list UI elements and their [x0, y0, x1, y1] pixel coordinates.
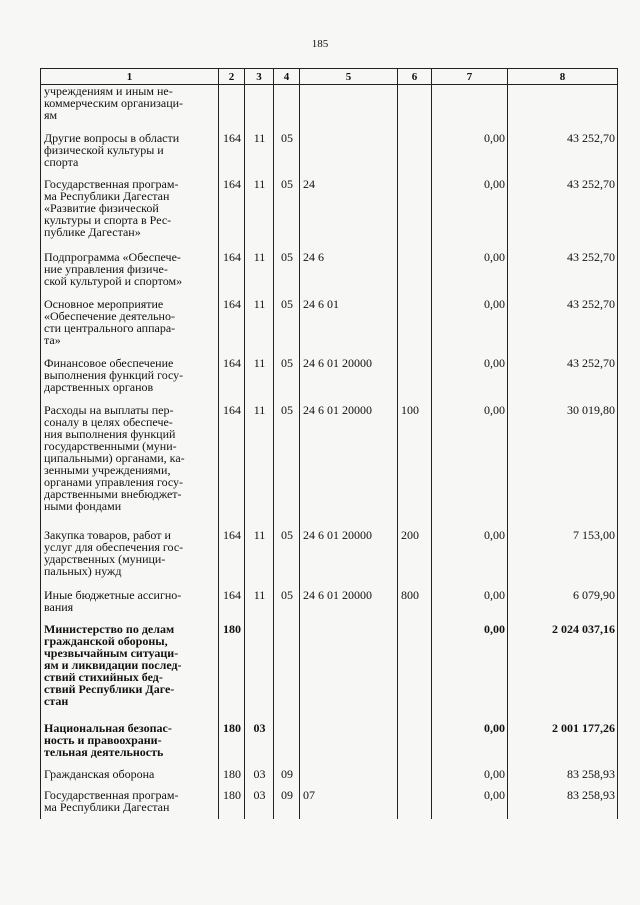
- row-target-code: 24 6 01 20000: [300, 529, 398, 589]
- row-amount-2: 7 153,00: [508, 529, 618, 589]
- row-name: Финансовое обеспечение выполнения функций госу- дарственных органов: [41, 357, 219, 404]
- row-section-code: 11: [245, 529, 274, 589]
- header-col-4: 4: [274, 69, 300, 85]
- row-section-code: [245, 623, 274, 722]
- table-row: [41, 623, 618, 722]
- table-row: [41, 251, 618, 298]
- row-expense-type: [398, 132, 432, 178]
- row-name: учреждениям и иным не- коммерческим организаци- ям: [41, 85, 219, 133]
- row-amount-2: 43 252,70: [508, 132, 618, 178]
- table-row: [41, 768, 618, 789]
- row-subsection-code: 05: [274, 589, 300, 623]
- row-amount-1: 0,00: [432, 298, 508, 357]
- row-section-code: 11: [245, 251, 274, 298]
- header-col-1: 1: [41, 69, 219, 85]
- row-ministry-code: 180: [219, 768, 245, 789]
- table-row: [41, 722, 618, 768]
- row-expense-type: [398, 789, 432, 819]
- row-expense-type: [398, 357, 432, 404]
- row-name: Национальная безопас- ность и правоохрани- тельная деятельность: [41, 722, 219, 768]
- row-section-code: 11: [245, 357, 274, 404]
- row-subsection-code: 09: [274, 768, 300, 789]
- row-ministry-code: 164: [219, 589, 245, 623]
- row-ministry-code: 180: [219, 722, 245, 768]
- row-subsection-code: 05: [274, 357, 300, 404]
- row-name: Закупка товаров, работ и услуг для обеспечения гос- ударственных (муници- пальных) нужд: [41, 529, 219, 589]
- row-expense-type: 100: [398, 404, 432, 529]
- row-amount-1: 0,00: [432, 251, 508, 298]
- row-ministry-code: 164: [219, 298, 245, 357]
- row-amount-1: 0,00: [432, 404, 508, 529]
- row-expense-type: [398, 251, 432, 298]
- row-target-code: [300, 722, 398, 768]
- row-amount-2: 43 252,70: [508, 178, 618, 251]
- row-section-code: 03: [245, 722, 274, 768]
- table-body: [41, 85, 618, 820]
- row-amount-1: 0,00: [432, 529, 508, 589]
- row-amount-2: 6 079,90: [508, 589, 618, 623]
- header-col-2: 2: [219, 69, 245, 85]
- row-amount-1: [432, 85, 508, 133]
- row-amount-1: 0,00: [432, 623, 508, 722]
- row-target-code: [300, 132, 398, 178]
- row-target-code: 07: [300, 789, 398, 819]
- row-target-code: 24 6: [300, 251, 398, 298]
- row-expense-type: [398, 623, 432, 722]
- table-row: [41, 404, 618, 529]
- row-name: Государственная програм- ма Республики Дагестан: [41, 789, 219, 819]
- row-name: Подпрограмма «Обеспече- ние управления физиче- ской культурой и спортом»: [41, 251, 219, 298]
- row-amount-2: 43 252,70: [508, 357, 618, 404]
- table-row: [41, 589, 618, 623]
- row-section-code: [245, 85, 274, 133]
- row-expense-type: [398, 178, 432, 251]
- row-amount-2: 2 001 177,26: [508, 722, 618, 768]
- row-name: Основное мероприятие «Обеспечение деятельно- сти центрального аппара- та»: [41, 298, 219, 357]
- row-ministry-code: 164: [219, 404, 245, 529]
- row-target-code: 24: [300, 178, 398, 251]
- row-ministry-code: 180: [219, 789, 245, 819]
- row-target-code: 24 6 01 20000: [300, 357, 398, 404]
- row-amount-1: 0,00: [432, 357, 508, 404]
- row-amount-2: 83 258,93: [508, 768, 618, 789]
- table-header-row: [41, 69, 618, 85]
- row-amount-1: 0,00: [432, 789, 508, 819]
- row-subsection-code: 05: [274, 404, 300, 529]
- table-row: [41, 132, 618, 178]
- row-subsection-code: [274, 85, 300, 133]
- row-target-code: [300, 85, 398, 133]
- row-amount-1: 0,00: [432, 132, 508, 178]
- row-amount-2: 83 258,93: [508, 789, 618, 819]
- row-expense-type: 200: [398, 529, 432, 589]
- table-row: [41, 85, 618, 133]
- table-row: [41, 789, 618, 819]
- header-col-8: 8: [508, 69, 618, 85]
- row-amount-2: 43 252,70: [508, 251, 618, 298]
- row-amount-2: 2 024 037,16: [508, 623, 618, 722]
- row-section-code: 03: [245, 768, 274, 789]
- header-col-6: 6: [398, 69, 432, 85]
- row-expense-type: [398, 298, 432, 357]
- row-target-code: 24 6 01 20000: [300, 589, 398, 623]
- row-amount-2: [508, 85, 618, 133]
- row-section-code: 11: [245, 178, 274, 251]
- row-expense-type: [398, 722, 432, 768]
- row-subsection-code: 09: [274, 789, 300, 819]
- header-col-3: 3: [245, 69, 274, 85]
- row-target-code: 24 6 01 20000: [300, 404, 398, 529]
- row-subsection-code: 05: [274, 529, 300, 589]
- row-amount-2: 30 019,80: [508, 404, 618, 529]
- row-subsection-code: 05: [274, 178, 300, 251]
- row-section-code: 11: [245, 404, 274, 529]
- row-subsection-code: [274, 722, 300, 768]
- row-target-code: [300, 768, 398, 789]
- row-name: Расходы на выплаты пер- соналу в целях обеспече- ния выполнения функций государственными (муни- ципальными) органами, ка- зенными учреждениями, органами управления госу- дарственными внебюджет- ными фондами: [41, 404, 219, 529]
- header-col-5: 5: [300, 69, 398, 85]
- row-amount-1: 0,00: [432, 722, 508, 768]
- header-col-7: 7: [432, 69, 508, 85]
- row-name: Министерство по делам гражданской обороны, чрезвычайным ситуаци- ям и ликвидации послед- ствий стихийных бед- ствий Республики Даге- стан: [41, 623, 219, 722]
- row-subsection-code: 05: [274, 132, 300, 178]
- row-amount-1: 0,00: [432, 768, 508, 789]
- row-section-code: 03: [245, 789, 274, 819]
- row-name: Иные бюджетные ассигно- вания: [41, 589, 219, 623]
- table-row: [41, 178, 618, 251]
- row-subsection-code: 05: [274, 251, 300, 298]
- row-section-code: 11: [245, 298, 274, 357]
- row-expense-type: [398, 768, 432, 789]
- row-name: Государственная програм- ма Республики Дагестан «Развитие физической культуры и спорта в Рес- публике Дагестан»: [41, 178, 219, 251]
- row-expense-type: [398, 85, 432, 133]
- row-amount-1: 0,00: [432, 178, 508, 251]
- row-expense-type: 800: [398, 589, 432, 623]
- budget-table: [40, 68, 618, 819]
- row-target-code: [300, 623, 398, 722]
- row-section-code: 11: [245, 132, 274, 178]
- page-number: 185: [311, 38, 329, 50]
- row-section-code: 11: [245, 589, 274, 623]
- row-ministry-code: [219, 85, 245, 133]
- table-row: [41, 298, 618, 357]
- table-row: [41, 529, 618, 589]
- row-subsection-code: [274, 623, 300, 722]
- row-target-code: 24 6 01: [300, 298, 398, 357]
- row-ministry-code: 164: [219, 132, 245, 178]
- table-row: [41, 357, 618, 404]
- row-ministry-code: 180: [219, 623, 245, 722]
- row-ministry-code: 164: [219, 251, 245, 298]
- row-amount-1: 0,00: [432, 589, 508, 623]
- row-amount-2: 43 252,70: [508, 298, 618, 357]
- row-ministry-code: 164: [219, 357, 245, 404]
- row-name: Гражданская оборона: [41, 768, 219, 789]
- row-ministry-code: 164: [219, 529, 245, 589]
- row-subsection-code: 05: [274, 298, 300, 357]
- row-name: Другие вопросы в области физической культуры и спорта: [41, 132, 219, 178]
- row-ministry-code: 164: [219, 178, 245, 251]
